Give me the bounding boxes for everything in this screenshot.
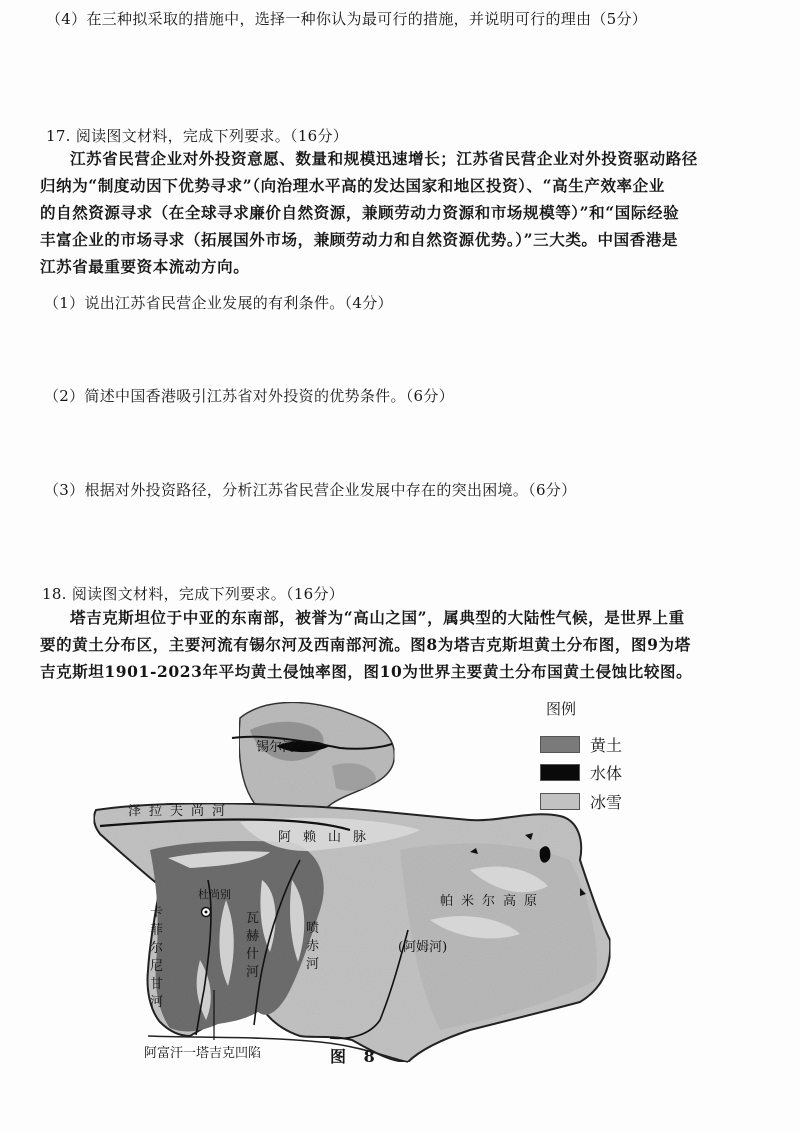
q18-material-line: 吉克斯坦1901-2023年平均黄土侵蚀率图，图10为世界主要黄土分布国黄土侵蚀比较图。 [40, 662, 693, 681]
figure-caption: 图 8 [330, 1047, 381, 1066]
legend-swatch-snow [540, 793, 580, 810]
tajikistan-loess-map [0, 690, 800, 1130]
label-alai-mountains: 阿赖山脉 [278, 830, 379, 845]
q17-material-line: 江苏省民营企业对外投资意愿、数量和规模迅速增长；江苏省民营企业对外投资驱动路径 [70, 149, 698, 168]
legend-item-loess [540, 733, 622, 756]
label-xier-river: 锡尔河 [256, 740, 296, 755]
label-pyanj-river: 喷赤河 [306, 921, 320, 972]
label-dushanbe: 杜尚别 [198, 888, 231, 901]
legend-title: 图例 [546, 700, 577, 718]
q17-sub2: （2）简述中国香港吸引江苏省对外投资的优势条件。（6分） [44, 387, 454, 405]
legend-swatch-loess [540, 736, 580, 753]
q17-sub3: （3）根据对外投资路径，分析江苏省民营企业发展中存在的突出困境。（6分） [44, 481, 577, 499]
legend-swatch-water [540, 764, 580, 781]
q17-header: 17. 阅读图文材料，完成下列要求。（16分） [46, 127, 349, 145]
label-kafernihan-river: 卡菲尔尼甘河 [150, 905, 164, 1010]
legend-item-snow [540, 790, 622, 813]
legend-label: 冰雪 [590, 793, 623, 812]
q18-material-line: 塔吉克斯坦位于中亚的东南部，被誉为“高山之国”，属典型的大陆性气候，是世界上重 [70, 608, 685, 627]
q17-material-line: 的自然资源寻求（在全球寻求廉价自然资源，兼顾劳动力资源和市场规模等）”和“国际经验 [40, 203, 680, 222]
label-vakhsh-river: 瓦赫什河 [246, 911, 260, 980]
legend-label: 水体 [590, 764, 623, 783]
q16-sub4: （4）在三种拟采取的措施中，选择一种你认为最可行的措施，并说明可行的理由（5分） [46, 10, 648, 28]
q18-material-line: 要的黄土分布区，主要河流有锡尔河及西南部河流。图8为塔吉克斯坦黄土分布图，图9为塔 [40, 635, 691, 654]
q18-header: 18. 阅读图文材料，完成下列要求。（16分） [42, 585, 345, 603]
label-pamir-plateau: 帕米尔高原 [440, 894, 546, 909]
q17-sub1: （1）说出江苏省民营企业发展的有利条件。（4分） [44, 294, 393, 312]
legend-label: 黄土 [590, 736, 623, 755]
q17-material-line: 丰富企业的市场寻求（拓展国外市场，兼顾劳动力和自然资源优势。）”三大类。中国香港是 [40, 230, 679, 249]
label-afghan-tajik-depression: 阿富汗一塔吉克凹陷 [144, 1046, 262, 1061]
figure-8-map [0, 690, 800, 1130]
label-zelafushan-river: 泽拉夫尚河 [128, 804, 234, 819]
legend-item-water [540, 761, 622, 784]
q17-material-line: 江苏省最重要资本流动方向。 [40, 257, 250, 276]
label-amu-darya: (阿姆河) [398, 940, 448, 955]
q17-material-line: 归纳为“制度动因下优势寻求”（向治理水平高的发达国家和地区投资）、“高生产效率企业 [40, 176, 665, 195]
